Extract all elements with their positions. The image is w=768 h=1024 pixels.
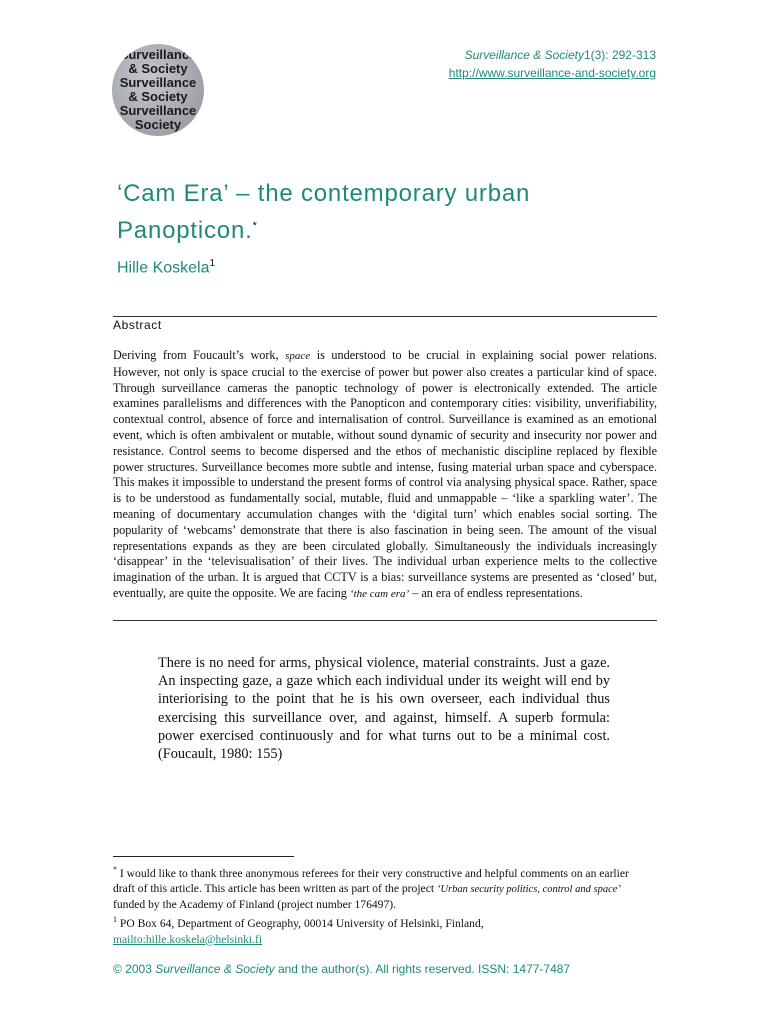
journal-reference	[449, 46, 656, 82]
copyright-journal-name: Surveillance & Society	[155, 962, 275, 976]
logo-line: Surveillance	[119, 103, 197, 118]
footnote-text: I would like to thank three anonymous referees for their very constructive and helpful comments on an earlier draft of this article. This article has been written as part of the project	[113, 866, 629, 896]
journal-citation	[449, 46, 656, 64]
footnote-mark-one: 1	[113, 915, 117, 925]
author-name: Hille Koskela	[117, 259, 210, 277]
journal-issue: 1(3): 292-313	[583, 48, 656, 62]
footnote-text: funded by the Academy of Finland (project number 176497).	[113, 898, 397, 912]
logo-line: & Society	[128, 61, 188, 76]
journal-url-link[interactable]: http://www.surveillance-and-society.org	[448, 66, 656, 80]
author-footnote-mark[interactable]: 1	[209, 258, 216, 269]
footnote-separator	[113, 856, 294, 857]
abstract-text-part: – an era of endless representations.	[409, 585, 583, 600]
logo-line: Surveillance	[119, 75, 197, 90]
article-author	[117, 258, 215, 277]
abstract-heading: Abstract	[113, 318, 162, 332]
author-email-link[interactable]: mailto:hille.koskela@helsinki.fi	[113, 932, 263, 946]
abstract-bottom-rule	[113, 620, 657, 621]
abstract-emphasis: space	[285, 350, 311, 362]
logo-line: Surveillance	[119, 47, 197, 62]
abstract-body	[113, 348, 657, 603]
copyright-suffix: and the author(s). All rights reserved. ISSN: 1477-7487	[274, 962, 571, 976]
abstract-top-rule	[113, 316, 657, 317]
journal-logo	[112, 44, 204, 136]
copyright-notice	[113, 962, 570, 976]
title-footnote-mark[interactable]: *	[252, 220, 258, 232]
abstract-text-part: is understood to be crucial in explaining social power relations. However, not only is space crucial to the exercise of power but power also creates a particular kind of space. Through surveillance cameras the panoptic technology of power is electronically extended. The article examines parallelisms and differences with the Panopticon and contemporary cities: visibility, unverifiability, contextual control, absence of force and internalisation of control. Surveillance is examined as an emotional event, which is often ambivalent or mutable, without sound dynamic of security and insecurity nor power and resistance. Control seems to become dispersed and the ethos of mechanistic discipline replaced by flexible power structures. Surveillance becomes more subtle and intense, fusing material urban space and cyberspace. This makes it impossible to understand the present forms of control via analysing physical space. Rather, space is to be understood as fundamentally social, mutable, fluid and unmappable – ‘like a sparkling water’. The meaning of documentary accumulation changes with the ‘digital turn’ which enables social sorting. The popularity of ‘webcams’ demonstrate that there is also fascination in being seen. The amount of the visual representations expands as they are been circulated globally. Simultaneously the individuals increasingly ‘disappear’ in the ‘televisualisation’ of their lives. The individual urban experience melts to the collective imagination of the urban. It is argued that CCTV is a bias: surveillance systems are presented as ‘closed’ but, eventually, are quite the opposite. We are facing	[113, 348, 657, 600]
abstract-emphasis: ‘the cam era’	[349, 587, 410, 600]
footnotes	[113, 862, 643, 947]
journal-name: Surveillance & Society	[464, 48, 584, 62]
epigraph-quote: There is no need for arms, physical violence, material constraints. Just a gaze. An inspecting gaze, a gaze which each individual under its weight will end by interiorising to the point that he is his own overseer, each individual thus exercising this surveillance over, and against, himself. A superb formula: power exercised continuously and for what turns out to be a minimal cost. (Foucault, 1980: 155)	[158, 655, 610, 763]
logo-line: Society	[134, 117, 182, 132]
abstract-text-part: Deriving from Foucault’s work,	[113, 348, 286, 362]
article-title	[117, 177, 657, 247]
logo-line: & Society	[128, 89, 188, 104]
article-title-text: ‘Cam Era’ – the contemporary urban Panopticon.	[117, 180, 531, 244]
footnote-project-name: ‘Urban security politics, control and space’	[436, 884, 621, 896]
copyright-prefix: © 2003	[113, 962, 156, 976]
footnote-mark-star: *	[113, 865, 117, 874]
footnote-address: PO Box 64, Department of Geography, 00014 University of Helsinki, Finland,	[117, 917, 484, 931]
